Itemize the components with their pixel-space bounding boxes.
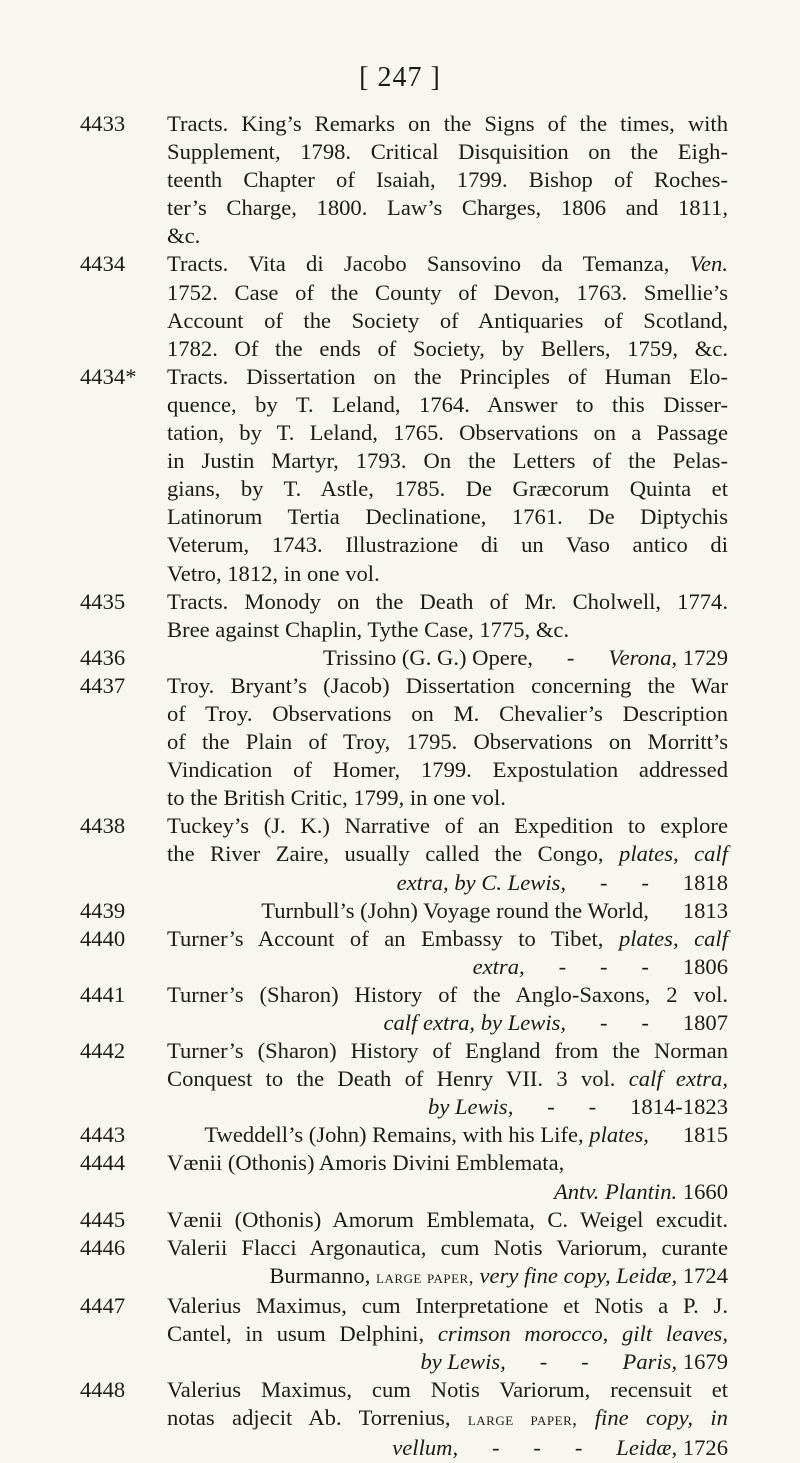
catalogue-entry (80, 981, 728, 1037)
entry-text: - - 1807 (566, 1010, 728, 1035)
italic-text: calf extra, (628, 1066, 728, 1092)
italic-text: by Lewis, (428, 1094, 514, 1120)
entry-text: tation, by T. Leland, 1765. Observations on a Passage (167, 420, 728, 446)
entry-text: Tuckey’s (J. K.) Narrative of an Expedition to explore (167, 813, 728, 839)
catalogue-entries (80, 110, 728, 1463)
italic-text: plates, calf (618, 925, 728, 951)
entry-line (167, 1206, 728, 1234)
entry-line (167, 953, 728, 981)
entry-text: Tracts. King’s Remarks on the Signs of the times, with (167, 111, 728, 136)
lot-number: 4442 (80, 1038, 126, 1064)
entry-text: - - (505, 1349, 623, 1375)
italic-text: extra, (472, 953, 525, 979)
entry-line (167, 1037, 728, 1065)
entry-text: quence, by T. Leland, 1764. Answer to this Disser- (167, 391, 728, 417)
entry-text: in Justin Martyr, 1793. On the Letters of the Pelas- (167, 448, 728, 474)
italic-text: Antv. Plantin. (553, 1178, 678, 1204)
italic-text: vellum, (392, 1435, 459, 1461)
entry-text: Valerii Flacci Argonautica, cum Notis Variorum, curante (167, 1234, 728, 1260)
catalogue-entry (80, 644, 728, 672)
lot-number: 4444 (80, 1150, 126, 1176)
entry-line (167, 560, 728, 588)
catalogue-entry (80, 1292, 728, 1376)
entry-line (167, 1376, 728, 1404)
catalogue-entry (80, 925, 728, 981)
entry-line (167, 672, 728, 700)
entry-line (167, 644, 728, 672)
entry-text: Burmanno, (269, 1262, 376, 1288)
entry-text: Bree against Chaplin, Tythe Case, 1775, &c. (167, 616, 570, 642)
entry-line (167, 1009, 728, 1037)
entry-text: - - - 1806 (524, 953, 728, 979)
entry-line (167, 531, 728, 559)
entry-text: 1729 (677, 644, 728, 670)
entry-line (167, 728, 728, 756)
italic-text: crimson morocco, gilt leaves, (437, 1321, 728, 1347)
entry-line (167, 110, 728, 138)
entry-line (167, 897, 728, 925)
lot-number: 4433 (80, 111, 126, 136)
entry-line (167, 925, 728, 953)
italic-text: Leidæ, (616, 1435, 678, 1461)
catalogue-entry (80, 1376, 728, 1462)
entry-line (167, 1292, 728, 1320)
entry-text: Tracts. Dissertation on the Principles of Human Elo- (167, 363, 728, 389)
entry-text: Vænii (Othonis) Amorum Emblemata, C. Weigel excudit. (167, 1206, 728, 1232)
catalogue-entry (80, 110, 728, 250)
entry-text: Latinorum Tertia Declinatione, 1761. De Diptychis (167, 504, 728, 530)
entry-text: the River Zaire, usually called the Congo, (167, 841, 620, 867)
entry-text: teenth Chapter of Isaiah, 1799. Bishop of Roches- (167, 167, 728, 193)
entry-line (167, 1178, 728, 1206)
entry-line (167, 756, 728, 784)
lot-number: 4445 (80, 1206, 126, 1232)
entry-text: 1752. Case of the County of Devon, 1763. Smellie’s (167, 279, 728, 305)
entry-line (167, 475, 728, 503)
entry-line (167, 1234, 728, 1262)
italic-text: Ven. (689, 251, 728, 277)
entry-text: Tracts. Monody on the Death of Mr. Cholwell, 1774. (167, 588, 728, 614)
catalogue-entry (80, 1149, 728, 1205)
entry-line (167, 335, 728, 363)
entry-line (167, 784, 728, 812)
italic-text: extra, by C. Lewis, (396, 869, 567, 895)
entry-line (167, 700, 728, 728)
catalogue-entry (80, 812, 728, 896)
entry-text: of the Plain of Troy, 1795. Observations on Morritt’s (167, 729, 728, 755)
italic-text: calf extra, by Lewis, (383, 1010, 567, 1035)
entry-text: 1782. Of the ends of Society, by Bellers, 1759, &c. (167, 335, 728, 361)
entry-text: Valerius Maximus, cum Notis Variorum, recensuit et (167, 1377, 728, 1403)
italic-text: by Lewis, (420, 1349, 506, 1375)
lot-number: 4447 (80, 1292, 126, 1318)
lot-number: 4438 (80, 813, 126, 839)
entry-text: Turner’s Account of an Embassy to Tibet, (167, 925, 619, 951)
entry-text: of Troy. Observations on M. Chevalier’s Description (167, 700, 728, 726)
entry-line (167, 1065, 728, 1093)
entry-text: Supplement, 1798. Critical Disquisition on the Eigh- (167, 139, 728, 165)
entry-text: 1724 (677, 1262, 728, 1288)
entry-line (167, 250, 728, 278)
entry-line (167, 447, 728, 475)
lot-number: 4443 (80, 1122, 126, 1148)
entry-text: &c. (167, 223, 201, 249)
entry-text: Trissino (G. G.) Opere, - (322, 644, 609, 670)
catalogue-entry (80, 897, 728, 925)
entry-line (167, 1434, 728, 1462)
entry-text: Tweddell’s (John) Remains, with his Life, (204, 1122, 590, 1148)
small-caps-text: large paper, (376, 1266, 474, 1288)
lot-number: 4437 (80, 672, 126, 698)
lot-number: 4441 (80, 981, 126, 1007)
catalogue-entry (80, 672, 728, 812)
entry-line (167, 981, 728, 1009)
entry-line (167, 1093, 728, 1121)
italic-text: Verona, (608, 644, 678, 670)
entry-line (167, 1262, 728, 1292)
entry-text: - - 1818 (566, 869, 728, 895)
catalogue-entry (80, 1206, 728, 1234)
catalogue-entry (80, 1234, 728, 1292)
entry-text: Vænii (Othonis) Amoris Divini Emblemata, (167, 1150, 565, 1176)
entry-text: Cantel, in usum Delphini, (167, 1321, 438, 1347)
catalogue-entry (80, 1121, 728, 1149)
entry-line (167, 138, 728, 166)
entry-line (167, 1320, 728, 1348)
lot-number: 4434* (80, 363, 137, 389)
entry-text: Turner’s (Sharon) History of the Anglo-Saxons, 2 vol. (167, 981, 728, 1007)
entry-text: Tracts. Vita di Jacobo Sansovino da Temanza, (167, 251, 690, 277)
entry-line (167, 1404, 728, 1434)
entry-text: - - 1814-1823 (513, 1094, 728, 1120)
entry-line (167, 222, 728, 250)
entry-text: Veterum, 1743. Illustrazione di un Vaso antico di (167, 532, 728, 558)
entry-text: Conquest to the Death of Henry VII. 3 vol. (167, 1066, 629, 1092)
catalogue-entry (80, 250, 728, 362)
entry-text: to the British Critic, 1799, in one vol. (167, 785, 506, 811)
entry-text: 1726 (677, 1435, 728, 1461)
italic-text: very fine copy, Leidæ, (479, 1262, 678, 1288)
entry-line (167, 588, 728, 616)
entry-line (167, 166, 728, 194)
entry-line (167, 503, 728, 531)
entry-text: - - - (458, 1435, 617, 1461)
entry-text: Troy. Bryant’s (Jacob) Dissertation concerning the War (167, 672, 728, 698)
lot-number: 4436 (80, 644, 126, 670)
entry-line (167, 307, 728, 335)
entry-line (167, 616, 728, 644)
entry-text (577, 1405, 594, 1430)
entry-line (167, 812, 728, 840)
entry-line (167, 279, 728, 307)
lot-number: 4434 (80, 251, 126, 277)
entry-text: Turnbull’s (John) Voyage round the World, 1813 (261, 897, 728, 923)
entry-line (167, 840, 728, 868)
catalogue-entry (80, 1037, 728, 1121)
entry-line (167, 869, 728, 897)
entry-line (167, 194, 728, 222)
entry-text: Vetro, 1812, in one vol. (167, 560, 380, 586)
entry-line (167, 1149, 728, 1177)
entry-text: 1679 (677, 1349, 728, 1375)
entry-line (167, 419, 728, 447)
entry-text: gians, by T. Astle, 1785. De Græcorum Quinta et (167, 476, 728, 502)
entry-text: Valerius Maximus, cum Interpretatione et Notis a P. J. (167, 1292, 728, 1318)
entry-text: Turner’s (Sharon) History of England from the Norman (167, 1038, 728, 1064)
italic-text: plates, (589, 1122, 649, 1148)
entry-text: Account of the Society of Antiquaries of Scotland, (167, 307, 728, 333)
italic-text: plates, calf (619, 841, 728, 867)
lot-number: 4440 (80, 925, 126, 951)
entry-text: 1815 (648, 1122, 728, 1148)
entry-line (167, 363, 728, 391)
catalogue-entry (80, 588, 728, 644)
catalogue-entry (80, 363, 728, 588)
page-number: [ 247 ] (359, 62, 441, 93)
lot-number: 4448 (80, 1377, 126, 1403)
entry-text: Vindication of Homer, 1799. Expostulation addressed (167, 757, 728, 783)
italic-text: fine copy, in (594, 1405, 728, 1431)
entry-text: 1660 (677, 1178, 728, 1204)
lot-number: 4435 (80, 588, 126, 614)
small-caps-text: large paper, (467, 1409, 578, 1431)
lot-number: 4446 (80, 1234, 126, 1260)
lot-number: 4439 (80, 897, 126, 923)
entry-text: ter’s Charge, 1800. Law’s Charges, 1806 and 1811, (167, 195, 728, 221)
entry-line (167, 1121, 728, 1149)
entry-text: notas adjecit Ab. Torrenius, (167, 1405, 468, 1431)
italic-text: Paris, (622, 1349, 678, 1375)
entry-line (167, 1348, 728, 1376)
entry-line (167, 391, 728, 419)
